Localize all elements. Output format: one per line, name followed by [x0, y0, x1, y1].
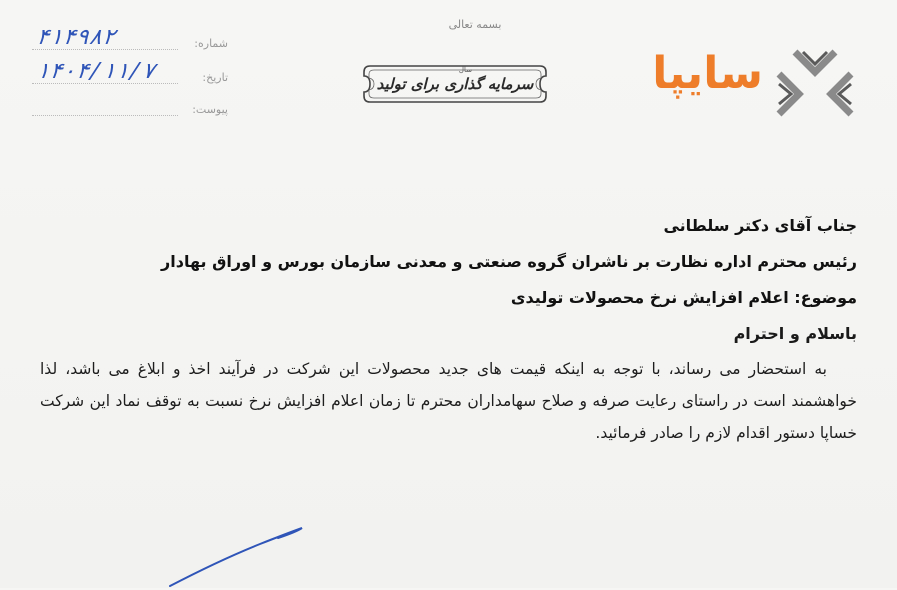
slogan-year-label: سال [458, 66, 472, 74]
logo-text: سایپا [652, 48, 763, 99]
basmala: بسمه تعالی [448, 18, 502, 31]
body-paragraph: به استحضار می رساند، با توجه به اینکه قیمت های جدید محصولات این شرکت در فرآیند اخذ و ابلاغ می باشد، لذا خواهشمند است در راستای رعایت صرفه و صلاح سهامداران محترم تا زمان اعلام افزایش نرخ نسبت به توقف نماد این شرکت خساپا دستور اقدام لازم را صادر فرمائید. [40, 360, 857, 442]
signature-stroke-icon [150, 520, 320, 590]
meta-attachment-row [28, 94, 228, 122]
meta-date-row [28, 59, 228, 90]
meta-number-label: شماره: [194, 37, 228, 50]
company-logo [635, 42, 875, 122]
position-line: رئیس محترم اداره نظارت بر ناشران گروه صنعتی و معدنی سازمان بورس و اوراق بهادار [161, 252, 857, 271]
letter-body [40, 216, 857, 449]
saipa-logo-icon [773, 44, 857, 120]
meta-attachment-label: پیوست: [192, 103, 228, 116]
recipient-line: جناب آقای دکتر سلطانی [663, 216, 857, 235]
meta-date-label: تاریخ: [202, 71, 228, 84]
meta-number-value: ۴۱۴۹۸۲ [34, 25, 118, 50]
letter-meta [28, 26, 228, 126]
subject-line: موضوع: اعلام افزایش نرخ محصولات تولیدی [510, 288, 857, 307]
slogan-text: سرمایه گذاری برای تولید [376, 75, 534, 93]
meta-attachment-line [32, 115, 178, 116]
meta-number-row [28, 25, 228, 56]
meta-date-value: ۱۴۰۴/۱۱/۷ [34, 59, 157, 84]
greeting-line: باسلام و احترام [733, 324, 857, 343]
slogan-badge [360, 60, 550, 108]
